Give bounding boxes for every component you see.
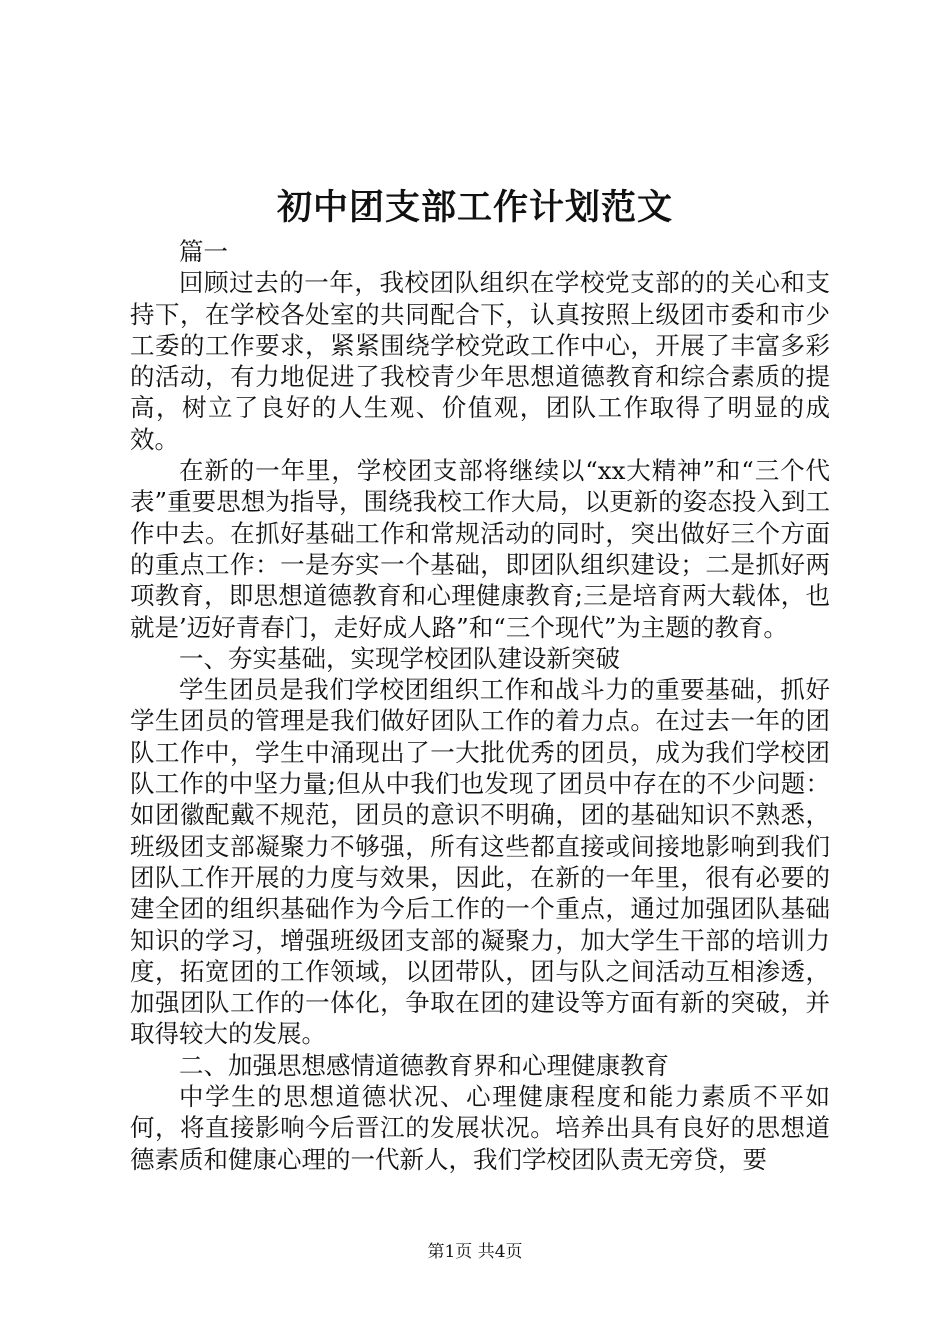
paragraph-3: 学生团员是我们学校团组织工作和战斗力的重要基础，抓好学生团员的管理是我们做好团队工作的着力点。在过去一年的团队工作中，学生中涌现出了一大批优秀的团员，成为我们学校团队工作的中坚力量;但从中我们也发现了团员中存在的不少问题：如团徽配戴不规范，团员的意识不明确，团的基础知识不熟悉，班级团支部凝聚力不够强，所有这些都直接或间接地影响到我们团队工作开展的力度与效果，因此，在新的一年里，很有必要的建全团的组织基础作为今后工作的一个重点，通过加强团队基础知识的学习，增强班级团支部的凝聚力，加大学生干部的培训力度，拓宽团的工作领域，以团带队，团与队之间活动互相渗透，加强团队工作的一体化，争取在团的建设等方面有新的突破，并取得较大的发展。 bbox=[130, 675, 830, 1049]
paragraph-2: 在新的一年里，学校团支部将继续以“xx大精神”和“三个代表”重要思想为指导，围绕我校工作大局，以更新的姿态投入到工作中去。在抓好基础工作和常规活动的同时，突出做好三个方面的重点工作：一是夯实一个基础，即团队组织建设；二是抓好两项教育，即思想道德教育和心理健康教育;三是培育两大载体，也就是’迈好青春门，走好成人路”和“三个现代”为主题的教育。 bbox=[130, 456, 830, 642]
document-body bbox=[130, 236, 830, 1175]
heading-1: 一、夯实基础，实现学校团队建设新突破 bbox=[179, 643, 620, 673]
document-title: 初中团支部工作计划范文 bbox=[276, 187, 673, 228]
section-label: 篇一 bbox=[179, 237, 228, 266]
page-footer: 第1页 共4页 bbox=[427, 1242, 523, 1262]
heading-2: 二、加强思想感情道德教育界和心理健康教育 bbox=[179, 1050, 669, 1080]
paragraph-4: 中学生的思想道德状况、心理健康程度和能力素质不平如何，将直接影响今后晋江的发展状况。培养出具有良好的思想道德素质和健康心理的一代新人，我们学校团队责无旁贷，要 bbox=[130, 1082, 830, 1174]
paragraph-1: 回顾过去的一年，我校团队组织在学校党支部的的关心和支持下，在学校各处室的共同配合下，认真按照上级团市委和市少工委的工作要求，紧紧围绕学校党政工作中心，开展了丰富多彩的活动，有力地促进了我校青少年思想道德教育和综合素质的提高，树立了良好的人生观、价值观，团队工作取得了明显的成效。 bbox=[130, 268, 830, 454]
